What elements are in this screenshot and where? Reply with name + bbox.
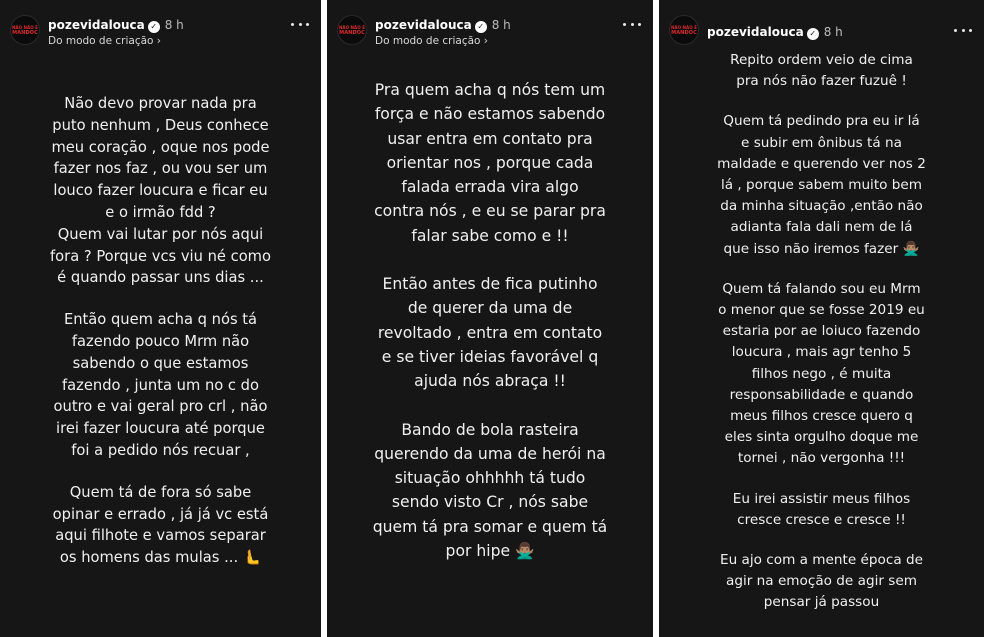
story-paragraph: Pra quem acha q nós tem um força e não estamos sabendo usar entra em contato pra orientar nos , porque cada falada errada vira algo contra nós , e eu se parar pra falar sabe como e !! bbox=[374, 81, 606, 245]
verified-badge-icon: ✓ bbox=[807, 28, 819, 40]
story-paragraph: Então antes de fica putinho de querer da uma de revoltado , entra em contato e se tiver ideias favorável q ajuda nós abraça !! bbox=[377, 275, 603, 391]
story-paragraph: Quem tá falando sou eu Mrm o menor que se fosse 2019 eu estaria por ae loiuco fazendo loucura , mais agr tenho 5 filhos nego , é muita responsabilidade e quando meus filhos cresce quero q eles sinta orgulho doque me tornei , não vergonha !!! bbox=[718, 280, 925, 467]
story-header bbox=[4, 15, 313, 55]
story-text bbox=[337, 78, 643, 563]
more-options-icon[interactable] bbox=[623, 21, 641, 27]
avatar-logo-text-top: NÃO NÃO É bbox=[338, 24, 366, 30]
avatar-logo-text-top: NÃO NÃO É bbox=[11, 24, 39, 30]
story-paragraph: Então quem acha q nós tá fazendo pouco Mrm não sabendo o que estamos fazendo , junta um no c do outro e vai geral pro crl , não irei fazer loucura até porque foi a pedido nós recuar , bbox=[53, 311, 268, 459]
story-paragraph: Quem tá pedindo pra eu ir lá e subir em ônibus tá na maldade e querendo ver nos 2 lá , porque sabem muito bem da minha situação ,então não adianta fala dali nem de lá que isso não iremos fazer 🙅🏽‍♂️ bbox=[717, 113, 926, 257]
avatar-logo-text-top: NÃO NÃO É bbox=[670, 24, 698, 30]
username[interactable]: pozevidalouca bbox=[707, 25, 804, 39]
story-paragraph: Eu irei assistir meus filhos cresce cresce e cresce !! bbox=[732, 490, 911, 528]
username[interactable]: pozevidalouca bbox=[48, 18, 145, 32]
creation-mode-link[interactable]: Do modo de criação › bbox=[48, 35, 161, 47]
story-panel-2 bbox=[327, 0, 653, 637]
story-paragraph: Eu ajo com a mente época de agir na emoção de agir sem pensar já passou bbox=[720, 552, 923, 611]
verified-badge-icon: ✓ bbox=[475, 21, 487, 33]
more-options-icon[interactable] bbox=[954, 27, 972, 33]
story-paragraph: Bando de bola rasteira querendo da uma de herói na situação ohhhhh tá tudo sendo visto Cr , nós sabe quem tá pra somar e quem tá por hipe 🙅🏽‍♂️ bbox=[372, 420, 608, 561]
story-paragraph: Repito ordem veio de cima pra nós não fazer fuzuê ! bbox=[730, 52, 913, 90]
story-text bbox=[669, 50, 974, 614]
story-paragraph: Não devo provar nada pra puto nenhum , Deus conhece meu coração , oque nos pode fazer nos faz , ou vou ser um louco fazer loucura e ficar eu e o irmão fdd ? Quem vai lutar por nós aqui fora ? Porque vcs viu né como é quando passar uns dias ... bbox=[50, 95, 271, 287]
avatar-logo-text-bottom: MANDOC bbox=[339, 29, 365, 36]
avatar-logo-text-bottom: MANDOC bbox=[12, 29, 38, 36]
username-row bbox=[707, 25, 843, 40]
avatar-logo-text-bottom: MANDOC bbox=[671, 29, 697, 36]
more-options-icon[interactable] bbox=[291, 21, 309, 27]
post-time: 8 h bbox=[823, 25, 843, 39]
avatar[interactable] bbox=[10, 15, 40, 45]
avatar[interactable] bbox=[337, 15, 367, 45]
verified-badge-icon: ✓ bbox=[148, 21, 160, 33]
post-time: 8 h bbox=[164, 18, 184, 32]
username-row bbox=[375, 18, 511, 33]
story-panel-1 bbox=[0, 0, 321, 637]
story-panel-3 bbox=[659, 0, 984, 637]
username[interactable]: pozevidalouca bbox=[375, 18, 472, 32]
story-header bbox=[331, 15, 645, 55]
story-header bbox=[663, 15, 976, 55]
story-text bbox=[10, 93, 311, 569]
avatar[interactable] bbox=[669, 15, 699, 45]
username-row bbox=[48, 18, 184, 33]
post-time: 8 h bbox=[491, 18, 511, 32]
story-paragraph: Quem tá de fora só sabe opinar e errado , já já vc está aqui filhote e vamos separar os homens das mulas ... 🫷 bbox=[52, 483, 269, 567]
creation-mode-link[interactable]: Do modo de criação › bbox=[375, 35, 488, 47]
